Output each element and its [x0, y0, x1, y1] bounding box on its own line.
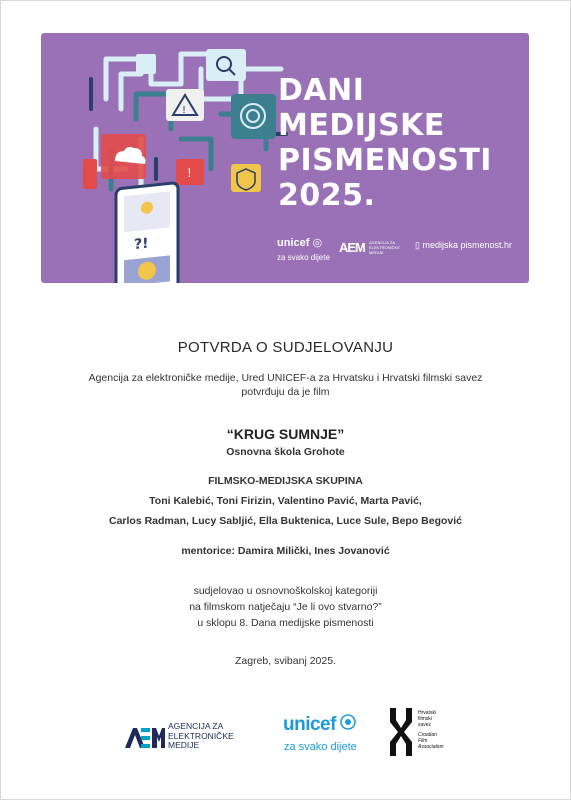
svg-text:?!: ?! — [134, 235, 149, 254]
intro-line: Agencija za elektroničke medije, Ured UNICEF-a za Hrvatsku i Hrvatski filmski savez — [88, 372, 483, 384]
search-card-icon — [206, 49, 246, 81]
participation-statement — [0, 583, 571, 631]
hfs-name — [418, 710, 444, 750]
event-title — [278, 73, 518, 213]
hfs-mark-icon — [388, 706, 414, 758]
certificate-heading: POTVRDA O SUDJELOVANJU — [177, 339, 394, 356]
event-title-line: PISMENOSTI — [278, 143, 492, 178]
intro-line: potvrđuju da je film — [241, 386, 330, 398]
hfs-name-line: Croatian — [418, 732, 437, 738]
event-title-line: DANI — [278, 73, 365, 108]
phone-icon: ▯ — [415, 240, 420, 250]
unicef-tagline: za svako dijete — [284, 741, 357, 753]
mentors: mentorice: Damira Milički, Ines Jovanović — [181, 545, 390, 557]
unicef-tagline: za svako dijete — [277, 253, 330, 262]
site-name: medijska pismenost.hr — [422, 240, 513, 250]
certificate-intro — [0, 371, 571, 399]
event-title-line: MEDIJSKE — [278, 108, 445, 143]
hfs-name-line: Film — [418, 738, 428, 744]
hfs-name-line: Hrvatski — [418, 710, 437, 716]
hfs-name-line: filmski — [418, 716, 432, 722]
school-name: Osnovna škola Grohote — [226, 446, 345, 458]
aem-name-line: MEDIJE — [168, 740, 200, 750]
unicef-globe-icon: ◎ — [312, 237, 323, 249]
place-and-date: Zagreb, svibanj 2025. — [235, 655, 336, 667]
event-title-line: 2025. — [278, 178, 376, 213]
participation-line: na filmskom natječaju “Je li ovo stvarno?” — [189, 601, 382, 613]
svg-text:!: ! — [182, 105, 187, 116]
film-title: “KRUG SUMNJE” — [226, 426, 345, 442]
footer-hfs-logo — [388, 706, 458, 761]
hfs-name-line: Association — [418, 744, 444, 750]
aem-name-line: AGENCIJA ZA — [168, 721, 224, 731]
group-title: FILMSKO-MEDIJSKA SKUPINA — [208, 475, 363, 487]
svg-text:!: ! — [187, 166, 192, 180]
unicef-globe-icon — [340, 714, 356, 730]
unicef-wordmark: unicef — [283, 714, 336, 735]
aem-name-line: ELEKTRONIČKE — [168, 730, 234, 741]
participation-line: u sklopu 8. Dana medijske pismenosti — [197, 617, 374, 629]
footer-unicef-logo — [283, 714, 357, 753]
aem-logo: AEM — [339, 240, 365, 255]
participation-line: sudjelovao u osnovnoškolskoj kategoriji — [193, 585, 378, 597]
header-banner — [41, 33, 529, 283]
unicef-logo — [277, 237, 330, 264]
aem-name — [168, 722, 234, 751]
aem-subtitle: AGENCIJA ZA ELEKTRONIČKE MEDIJE — [369, 240, 400, 255]
hfs-name-line: savez — [418, 722, 432, 728]
aem-mark-icon — [123, 722, 165, 752]
group-members — [0, 491, 571, 531]
banner-logos — [277, 237, 517, 273]
footer-aem-logo — [123, 722, 263, 752]
members-line: Toni Kalebić, Toni Firizin, Valentino Pavić, Marta Pavić, — [149, 495, 422, 507]
members-line: Carlos Radman, Lucy Sabljić, Ella Buktenica, Luce Sule, Bepo Begović — [108, 515, 463, 527]
medijska-pismenost-logo — [415, 240, 512, 251]
unicef-wordmark: unicef — [277, 237, 310, 249]
